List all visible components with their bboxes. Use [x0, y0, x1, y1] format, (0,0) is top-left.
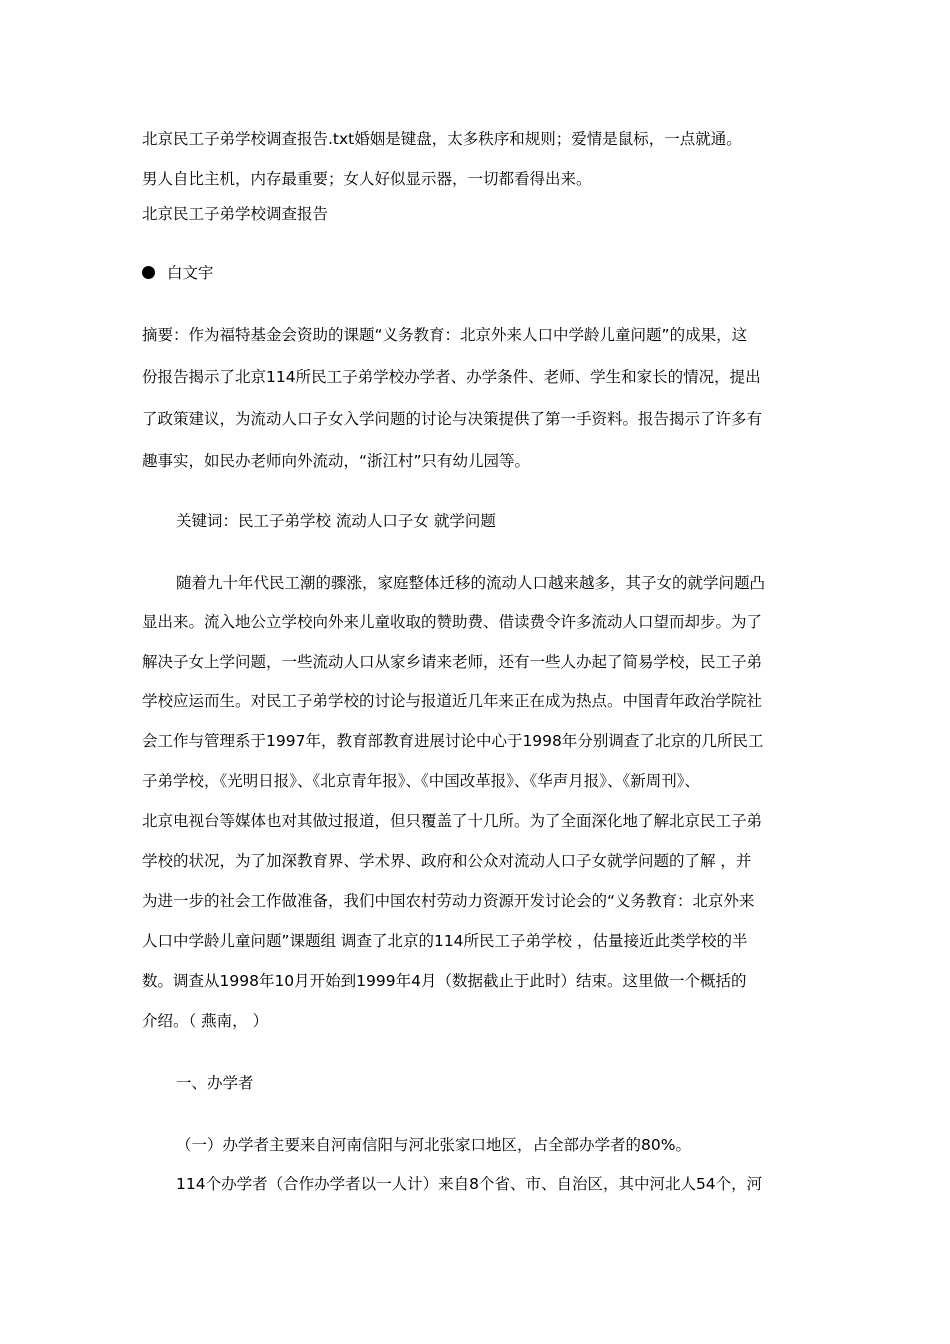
document-title: 北京民工子弟学校调查报告: [142, 205, 329, 223]
intro-line: 介绍。（ 燕南， ）: [142, 1012, 269, 1030]
section-paragraph-line: 114个办学者（合作办学者以一人计）来自8个省、市、自治区，其中河北人54个，河: [176, 1175, 763, 1193]
intro-line: 数。调查从1998年10月开始到1999年4月（数据截止于此时）结束。这里做一个概括的: [142, 972, 747, 990]
intro-line: 学校应运而生。对民工子弟学校的讨论与报道近几年来正在成为热点。中国青年政治学院社: [142, 692, 763, 710]
intro-line: 北京电视台等媒体也对其做过报道，但只覆盖了十几所。为了全面深化地了解北京民工子弟: [142, 812, 763, 830]
keywords-line: 关键词：民工子弟学校 流动人口子女 就学问题: [176, 512, 496, 530]
intro-line: 会工作与管理系于1997年，教育部教育进展讨论中心于1998年分别调查了北京的几所民工: [142, 732, 764, 750]
section-heading: 一、办学者: [176, 1074, 254, 1092]
intro-line: 子弟学校，《光明日报》、《北京青年报》、《中国改革报》、《华声月报》、《新周刊》、: [142, 772, 701, 790]
abstract-line: 了政策建议，为流动人口子女入学问题的讨论与决策提供了第一手资料。报告揭示了许多有: [142, 410, 763, 428]
author-name: 白文宇: [167, 264, 214, 282]
subsection-heading: （一）办学者主要来自河南信阳与河北张家口地区，占全部办学者的80%。: [176, 1136, 691, 1154]
intro-line: 为进一步的社会工作做准备，我们中国农村劳动力资源开发讨论会的“义务教育：北京外来: [142, 892, 755, 910]
intro-line: 人口中学龄儿童问题”课题组 调查了北京的114所民工子弟学校 ，估量接近此类学校的半: [142, 932, 748, 950]
intro-line: 学校的状况，为了加深教育界、学术界、政府和公众对流动人口子女就学问题的了解 ，并: [142, 852, 752, 870]
bullet-icon: [142, 266, 155, 279]
header-line-2: 男人自比主机，内存最重要；女人好似显示器，一切都看得出来。: [142, 170, 592, 188]
abstract-line: 摘要：作为福特基金会资助的课题“义务教育：北京外来人口中学龄儿童问题”的成果，这: [142, 326, 748, 344]
header-line-1: 北京民工子弟学校调查报告.txt婚姻是键盘，太多秩序和规则；爱情是鼠标，一点就通。: [142, 130, 742, 148]
intro-line: 显出来。流入地公立学校向外来儿童收取的赞助费、借读费令许多流动人口望而却步。为了: [142, 613, 763, 631]
abstract-line: 份报告揭示了北京114所民工子弟学校办学者、办学条件、老师、学生和家长的情况，提出: [142, 368, 761, 386]
abstract-line: 趣事实，如民办老师向外流动，“浙江村”只有幼儿园等。: [142, 452, 531, 470]
intro-line: 解决子女上学问题，一些流动人口从家乡请来老师，还有一些人办起了简易学校，民工子弟: [142, 653, 763, 671]
author-line: [142, 262, 214, 284]
intro-line: 随着九十年代民工潮的骤涨，家庭整体迁移的流动人口越来越多，其子女的就学问题凸: [176, 574, 766, 592]
